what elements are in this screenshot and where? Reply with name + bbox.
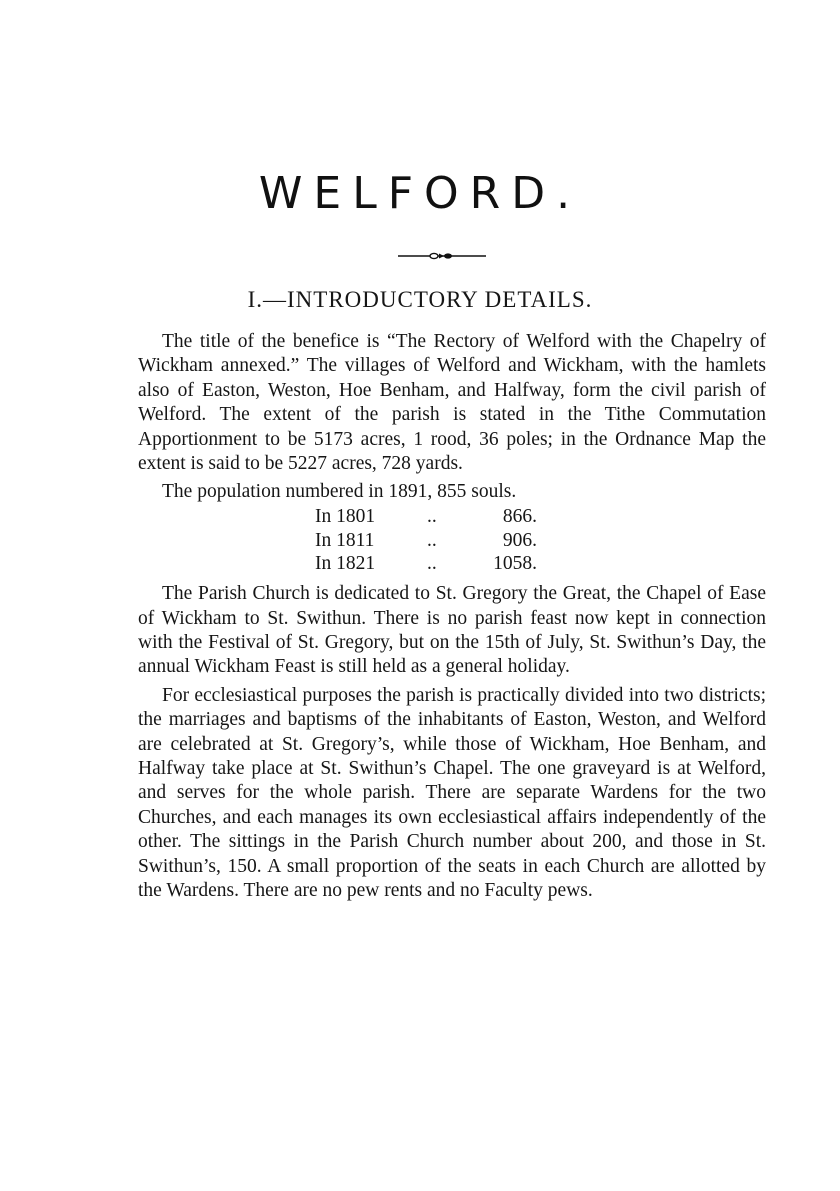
population-paragraph: The population numbered in 1891, 855 souls. <box>162 481 517 503</box>
benefice-paragraph: The title of the benefice is “The Rectory of Welford with the Chapelry of Wickham annexed.” The villages of Welford and Wickham, with the hamlets also of Easton, Weston, Hoe Benham, and Halfway, form the civil parish of Welford. The extent of the parish is stated in the Tithe Commutation Apportionment to be 5173 acres, 1 rood, 36 poles; in the Ordnance Map the extent is said to be 5227 acres, 728 yards. <box>138 331 766 475</box>
page-title: WELFORD. <box>258 168 582 219</box>
population-table <box>315 505 537 576</box>
districts-paragraph: For ecclesiastical purposes the parish is practically divided into two districts; the marriages and baptisms of the inhabitants of Easton, Weston, and Welford are celebrated at St. Gregory’s, while those of Wickham, Hoe Benham, and Halfway take place at St. Swithun’s Chapel. The one graveyard is at Welford, and serves for the whole parish. There are separate Wardens for the two Churches, and each manages its own ecclesiastical affairs independently of the other. The sittings in the Parish Church number about 200, and those in St. Swithun’s, 150. A small proportion of the seats in each Church are allotted by the Wardens. There are no pew rents and no Faculty pews. <box>138 684 766 902</box>
population-count: 866. <box>502 505 537 527</box>
body-text <box>138 330 766 904</box>
table-row <box>315 505 537 529</box>
year-cell: In 1821 <box>315 553 376 575</box>
section-heading: I.—INTRODUCTORY DETAILS. <box>247 287 593 312</box>
church-paragraph: The Parish Church is dedicated to St. Gregory the Great, the Chapel of Ease of Wickham to St. Swithun. There is no parish feast now kept in connection with the Festival of St. Gregory, but on the 15th of July, St. Swithun’s Day, the annual Wickham Feast is still held as a general holiday. <box>138 583 766 678</box>
leader-dots: .. <box>427 505 437 527</box>
year-cell: In 1801 <box>315 505 376 527</box>
year-cell: In 1811 <box>315 529 375 551</box>
population-count: 1058. <box>493 553 537 575</box>
table-row <box>315 529 537 553</box>
table-row <box>315 552 537 576</box>
leader-dots: .. <box>427 529 437 551</box>
population-count: 906. <box>502 529 537 551</box>
ornamental-rule <box>398 252 486 260</box>
leader-dots: .. <box>427 553 437 575</box>
